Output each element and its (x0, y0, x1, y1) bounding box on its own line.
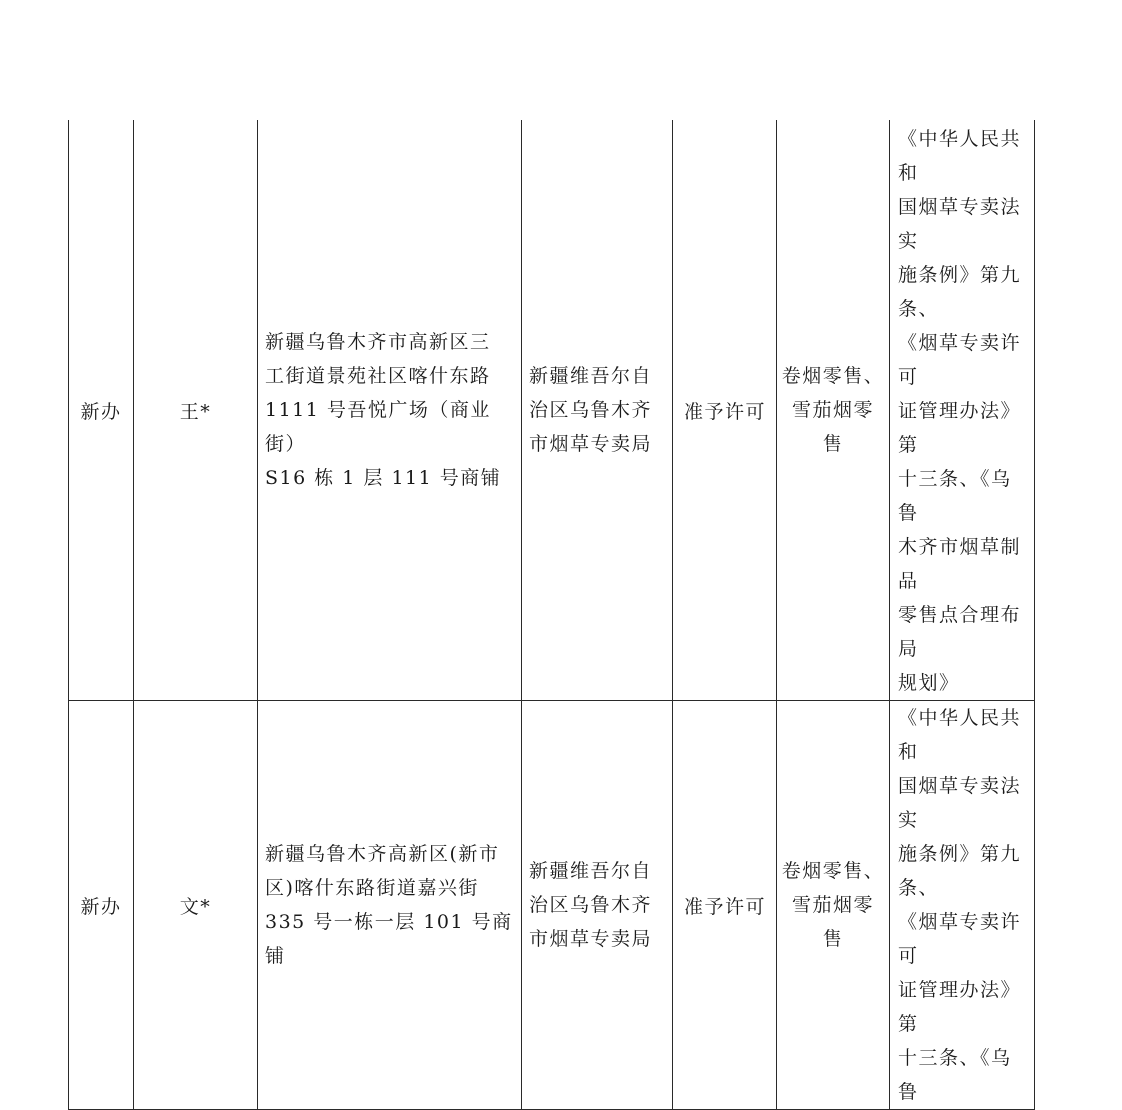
address-cell: 新疆乌鲁木齐高新区(新市 区)喀什东路街道嘉兴街 335 号一栋一层 101 号商铺 (258, 701, 522, 1110)
business-scope-cell: 卷烟零售、 雪茄烟零 售 (777, 701, 890, 1110)
decision-cell: 准予许可 (673, 120, 777, 701)
business-scope-cell: 卷烟零售、 雪茄烟零 售 (777, 120, 890, 701)
applicant-name-cell: 文* (134, 701, 258, 1110)
applicant-name-cell: 王* (134, 120, 258, 701)
approval-type-cell: 新办 (69, 701, 134, 1110)
decision-cell: 准予许可 (673, 701, 777, 1110)
authority-cell: 新疆维吾尔自 治区乌鲁木齐 市烟草专卖局 (522, 701, 673, 1110)
legal-basis-cell: 《中华人民共和 国烟草专卖法实 施条例》第九条、 《烟草专卖许可 证管理办法》第 十三条、《乌鲁 (890, 701, 1035, 1110)
table-row (69, 701, 1035, 1110)
legal-basis-cell: 《中华人民共和 国烟草专卖法实 施条例》第九条、 《烟草专卖许可 证管理办法》第 十三条、《乌鲁 木齐市烟草制品 零售点合理布局 规划》 (890, 120, 1035, 701)
approval-type-cell: 新办 (69, 120, 134, 701)
authority-cell: 新疆维吾尔自 治区乌鲁木齐 市烟草专卖局 (522, 120, 673, 701)
address-cell: 新疆乌鲁木齐市高新区三 工街道景苑社区喀什东路 1111 号吾悦广场（商业街） S16 栋 1 层 111 号商铺 (258, 120, 522, 701)
table-row (69, 120, 1035, 701)
license-table (68, 120, 1035, 1110)
